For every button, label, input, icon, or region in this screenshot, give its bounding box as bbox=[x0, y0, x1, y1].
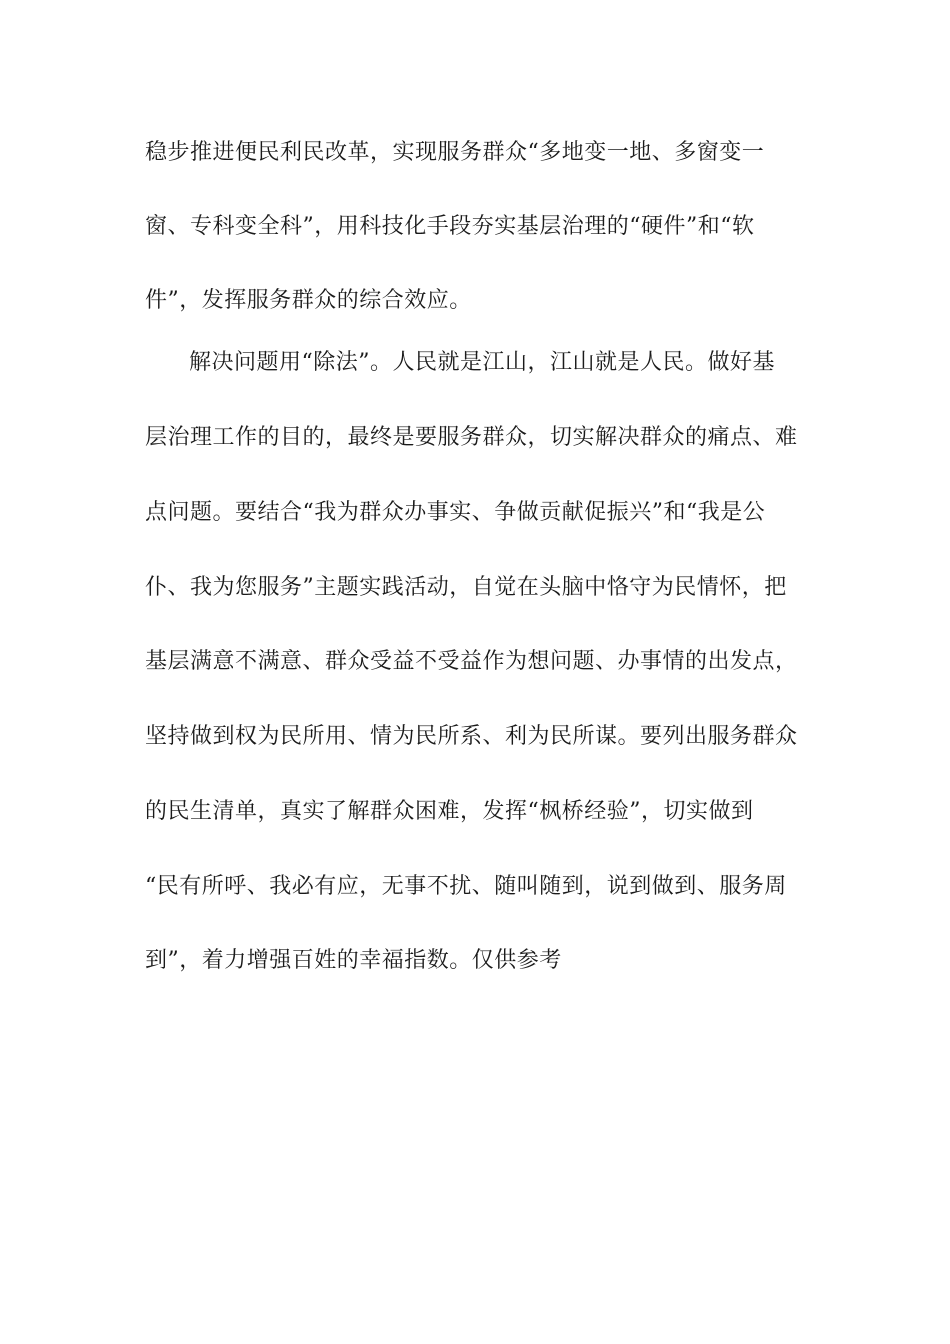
text-line-7: 仆、我为您服务”主题实践活动，自觉在头脑中恪守为民情怀，把 bbox=[145, 575, 787, 600]
text-line-3: 件”，发挥服务群众的综合效应。 bbox=[145, 288, 472, 313]
text-line-10: 的民生清单，真实了解群众困难，发挥“枫桥经验”，切实做到 bbox=[145, 799, 754, 824]
paragraph-2-first-line: 解决问题用“除法”。人民就是江山，江山就是人民。做好基 bbox=[189, 350, 775, 375]
text-line-6: 点问题。要结合“我为群众办事实、争做贡献促振兴”和“我是公 bbox=[145, 500, 766, 525]
text-line-11: “民有所呼、我必有应，无事不扰、随叫随到，说到做到、服务周 bbox=[145, 874, 787, 899]
text-line-1: 稳步推进便民利民改革，实现服务群众“多地变一地、多窗变一 bbox=[145, 140, 765, 165]
text-line-2: 窗、专科变全科”，用科技化手段夯实基层治理的“硬件”和“软 bbox=[145, 214, 755, 239]
text-line-5: 层治理工作的目的，最终是要服务群众，切实解决群众的痛点、难 bbox=[145, 425, 798, 450]
text-line-8: 基层满意不满意、群众受益不受益作为想问题、办事情的出发点， bbox=[145, 649, 798, 674]
text-line-12: 到”，着力增强百姓的幸福指数。仅供参考 bbox=[145, 948, 562, 973]
text-line-9: 坚持做到权为民所用、情为民所系、利为民所谋。要列出服务群众 bbox=[145, 724, 798, 749]
